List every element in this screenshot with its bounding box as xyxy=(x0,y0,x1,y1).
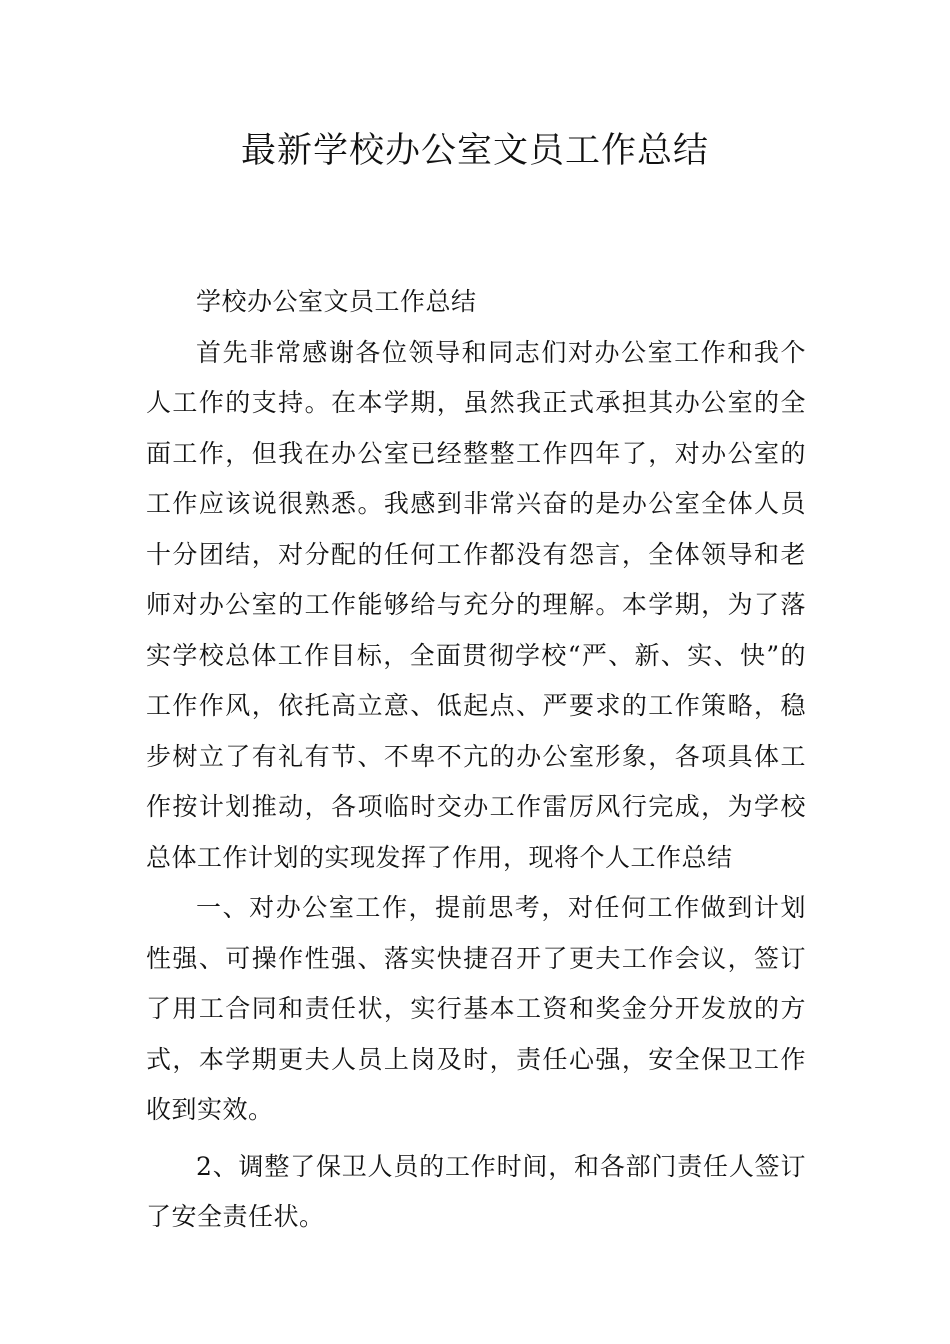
paragraph-intro: 首先非常感谢各位领导和同志们对办公室工作和我个人工作的支持。在本学期，虽然我正式承担其办公室的全面工作，但我在办公室已经整整工作四年了，对办公室的工作应该说很熟悉。我感到非常兴奋的是办公室全体人员十分团结，对分配的任何工作都没有怨言，全体领导和老师对办公室的工作能够给与充分的理解。本学期，为了落实学校总体工作目标，全面贯彻学校“严、新、实、快”的工作作风，依托高立意、低起点、严要求的工作策略，稳步树立了有礼有节、不卑不亢的办公室形象，各项具体工作按计划推动，各项临时交办工作雷厉风行完成，为学校总体工作计划的实现发挥了作用，现将个人工作总结 xyxy=(146,337,806,872)
document-title: 最新学校办公室文员工作总结 xyxy=(240,131,709,171)
paragraph-item-1: 一、对办公室工作，提前思考，对任何工作做到计划性强、可操作性强、落实快捷召开了更夫工作会议，签订了用工合同和责任状，实行基本工资和奖金分开发放的方式，本学期更夫人员上岗及时，责任心强，安全保卫工作收到实效。 xyxy=(146,893,806,1124)
paragraph-item-2: 2、调整了保卫人员的工作时间，和各部门责任人签订了安全责任状。 xyxy=(146,1151,806,1231)
document-subtitle: 学校办公室文员工作总结 xyxy=(196,287,477,316)
document-body xyxy=(146,277,806,1243)
